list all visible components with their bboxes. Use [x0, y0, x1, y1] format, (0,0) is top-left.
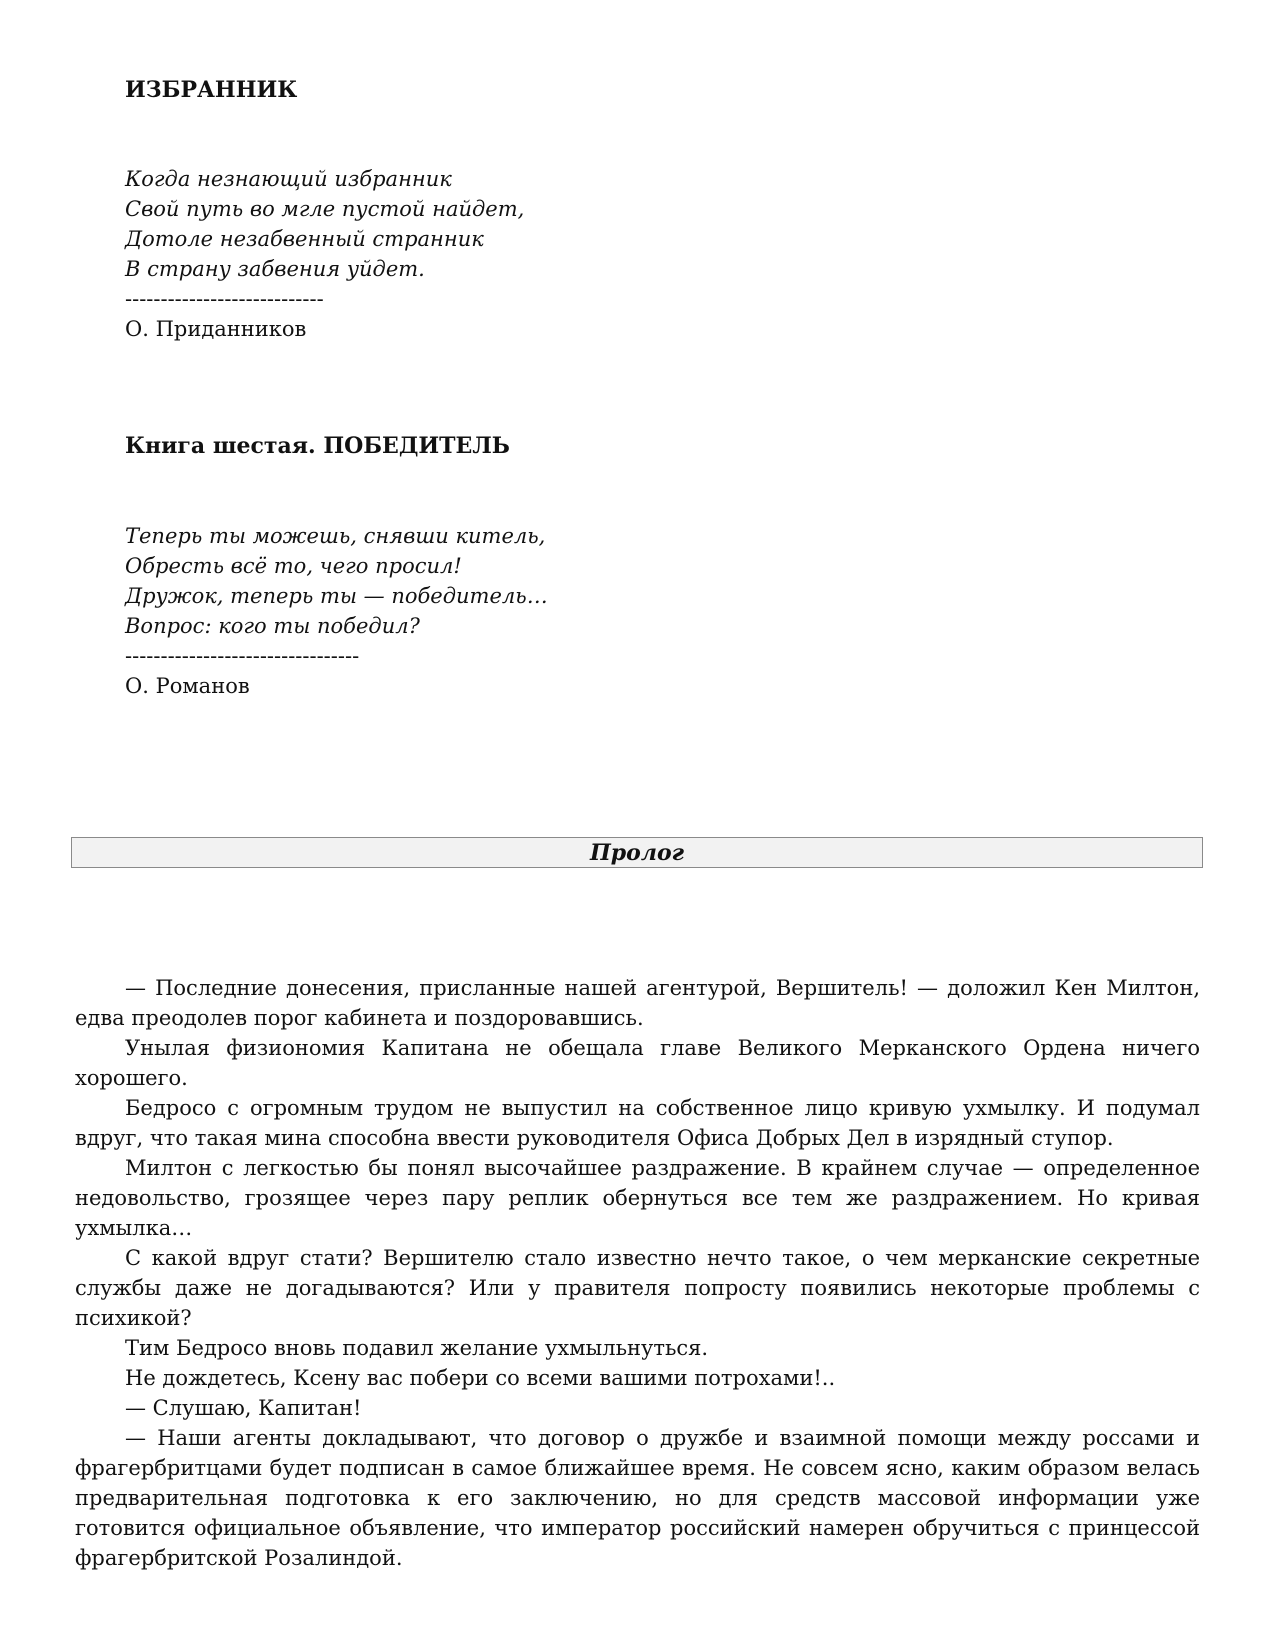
- poem2-line-1: Теперь ты можешь, снявши китель,: [125, 524, 546, 548]
- paragraph: Милтон с легкостью бы понял высочайшее раздражение. В крайнем случае — определенное недовольство, грозящее через пару реплик обернуться все тем же раздражением. Но кривая ухмылка…: [75, 1156, 1200, 1240]
- poem2-separator: ---------------------------------: [125, 644, 360, 668]
- poem1-line-1: Когда незнающий избранник: [125, 167, 452, 191]
- poem1-title: ИЗБРАННИК: [125, 77, 298, 103]
- poem2-line-2: Обресть всё то, чего просил!: [125, 554, 462, 578]
- poem1-line-4: В страну забвения уйдет.: [125, 257, 425, 281]
- paragraph: — Слушаю, Капитан!: [125, 1396, 362, 1420]
- poem2-title: Книга шестая. ПОБЕДИТЕЛЬ: [125, 433, 510, 459]
- paragraph: — Последние донесения, присланные нашей агентурой, Вершитель! — доложил Кен Милтон, едва преодолев порог кабинета и поздоровавшись.: [75, 976, 1200, 1030]
- poem1-author: О. Приданников: [125, 317, 307, 341]
- poem2-line-3: Дружок, теперь ты — победитель…: [125, 584, 548, 608]
- poem2-verse: [125, 521, 548, 701]
- poem1-line-3: Дотоле незабвенный странник: [125, 227, 484, 251]
- poem1-line-2: Свой путь во мгле пустой найдет,: [125, 197, 525, 221]
- paragraph: С какой вдруг стати? Вершителю стало известно нечто такое, о чем мерканские секретные службы даже не догадываются? Или у правителя попросту появились некоторые проблемы с психикой?: [75, 1246, 1200, 1330]
- paragraph: Не дождетесь, Ксену вас побери со всеми вашими потрохами!..: [125, 1366, 836, 1390]
- poem1-separator: ----------------------------: [125, 287, 324, 311]
- paragraph: Унылая физиономия Капитана не обещала главе Великого Мерканского Ордена ничего хорошего.: [75, 1036, 1200, 1090]
- paragraph: — Наши агенты докладывают, что договор о дружбе и взаимной помощи между россами и фрагербритцами будет подписан в самое ближайшее время. Не совсем ясно, каким образом велась предварительная подготовка к его заключению, но для средств массовой информации уже готовится официальное объявление, что император российский намерен обручиться с принцессой фрагербритской Розалиндой.: [75, 1426, 1200, 1570]
- prolog-text: [75, 973, 1200, 1573]
- paragraph: Тим Бедросо вновь подавил желание ухмыльнуться.: [125, 1336, 709, 1360]
- poem2-author: О. Романов: [125, 674, 250, 698]
- poem1-verse: [125, 164, 524, 344]
- paragraph: Бедросо с огромным трудом не выпустил на собственное лицо кривую ухмылку. И подумал вдруг, что такая мина способна ввести руководителя Офиса Добрых Дел в изрядный ступор.: [75, 1096, 1200, 1150]
- prolog-heading: Пролог: [71, 837, 1203, 868]
- poem2-line-4: Вопрос: кого ты победил?: [125, 614, 420, 638]
